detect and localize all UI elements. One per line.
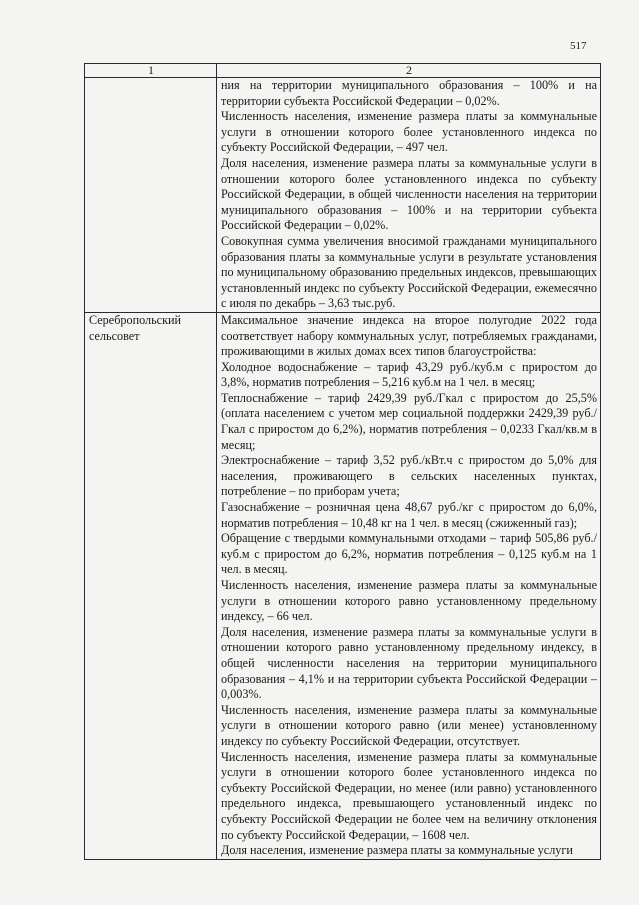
paragraph: Теплоснабжение – тариф 2429,39 руб./Гкал с приростом до 25,5% (оплата населением с учетом мер социальной поддержки 2429,39 руб./Гкал с приростом до 6,2%), норматив потребления – 0,0233 Гкал/кв.м в месяц;	[221, 390, 597, 452]
paragraph: ния на территории муниципального образования – 100% и на территории субъекта Российской Федерации – 0,02%.	[221, 78, 597, 108]
table-row	[85, 312, 601, 859]
paragraph: Холодное водоснабжение – тариф 43,29 руб./куб.м с приростом до 3,8%, норматив потребления – 5,216 куб.м на 1 чел. в месяц;	[221, 359, 597, 390]
paragraph: Доля населения, изменение размера платы за коммунальные услуги в отношении которого равно установленному предельному индексу, в общей численности населения на территории муниципального образования – 4,1% и на территории субъекта Российской Федерации – 0,003%.	[221, 624, 597, 702]
paragraph: Максимальное значение индекса на второе полугодие 2022 года соответствует набору коммунальных услуг, потребляемых гражданами, проживающими в жилых домах всех типов благоустройства:	[221, 312, 597, 359]
paragraph: Совокупная сумма увеличения вносимой гражданами муниципального образования платы за коммунальные услуги в результате установления по муниципальному образованию предельных индексов, превышающих установленный индекс по субъекту Российской Федерации, ежемесячно с июля по декабрь – 3,63 тыс.руб.	[221, 233, 597, 311]
document-table	[84, 63, 601, 860]
table-row	[85, 78, 601, 313]
table-header-row	[85, 64, 601, 78]
description-cell	[217, 312, 601, 859]
column-header-1: 1	[85, 64, 217, 78]
paragraph: Электроснабжение – тариф 3,52 руб./кВт.ч с приростом до 5,0% для населения, проживающего в сельских населенных пунктах, потребление – по приборам учета;	[221, 453, 597, 499]
description-cell	[217, 78, 601, 313]
paragraph: Газоснабжение – розничная цена 48,67 руб./кг с приростом до 6,0%, норматив потребления – 10,48 кг на 1 чел. в месяц (сжиженный газ);	[221, 500, 597, 530]
paragraph: Численность населения, изменение размера платы за коммунальные услуги в отношении которого более установленного индекса по субъекту Российской Федерации, но менее (или равно) установленного предельного индекса, превышающего установленный индекс по субъекту Российской Федерации не более чем на величину отклонения по субъекту Российской Федерации, – 1608 чел.	[221, 749, 597, 842]
municipality-name	[85, 78, 217, 313]
municipality-name: Серебропольский сельсовет	[85, 312, 217, 859]
paragraph: Численность населения, изменение размера платы за коммунальные услуги в отношении которого более установленного индекса по субъекту Российской Федерации, – 497 чел.	[221, 109, 597, 155]
column-header-2: 2	[217, 64, 601, 78]
paragraph: Обращение с твердыми коммунальными отходами – тариф 505,86 руб./куб.м с приростом до 6,2%, норматив потребления – 0,125 куб.м на 1 чел. в месяц.	[221, 531, 597, 577]
page-number: 517	[570, 40, 587, 52]
paragraph: Доля населения, изменение размера платы за коммунальные услуги	[221, 843, 573, 858]
paragraph: Численность населения, изменение размера платы за коммунальные услуги в отношении которого равно установленному предельному индексу, – 66 чел.	[221, 578, 597, 624]
paragraph: Численность населения, изменение размера платы за коммунальные услуги в отношении которого равно (или менее) установленному индексу по субъекту Российской Федерации, отсутствует.	[221, 702, 597, 748]
paragraph: Доля населения, изменение размера платы за коммунальные услуги в отношении которого более установленного индекса по субъекту Российской Федерации, в общей численности населения на территории муниципального образования – 100% и на территории субъекта Российской Федерации – 0,02%.	[221, 155, 597, 233]
